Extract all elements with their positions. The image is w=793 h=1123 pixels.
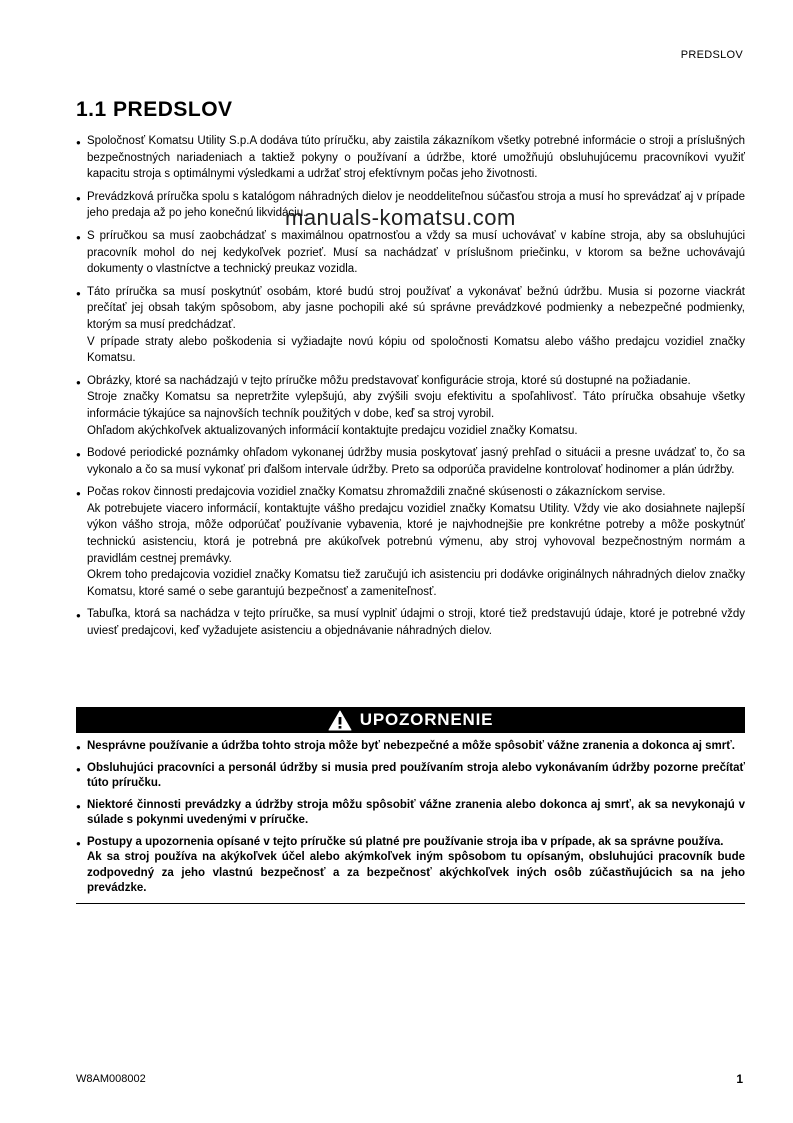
bullet-item (76, 445, 745, 478)
warning-bottom-rule (76, 903, 745, 904)
bullet-item-text: ● Prevádzková príručka spolu s katalógom náhradných dielov je neoddeliteľnou súčasťou stroja a musí ho sprevádzať aj v prípade jeho predaja až po jeho konečnú likvidáciu. (87, 190, 745, 220)
bullet-item-text: V prípade straty alebo poškodenia si vyžiadajte novú kópiu od spoločnosti Komatsu alebo vášho predajcu vozidiel značky Komatsu. (87, 335, 745, 365)
warning-item (76, 835, 745, 897)
bullet-item (76, 606, 745, 639)
bullet-item-text: ● Tabuľka, ktorá sa nachádza v tejto príručke, sa musí vyplniť údajmi o stroji, ktoré tiež predstavujú údaje, ktoré je potrebné vždy uviesť predajcovi, keď vyžadujete asistenciu a objednávanie náhradných dielov. (87, 608, 745, 638)
warning-item-text: ● Postupy a upozornenia opísané v tejto príručke sú platné pre používanie stroja iba v prípade, ak sa správne používa. (87, 835, 724, 848)
bullet-item (76, 133, 745, 183)
watermark: manuals-komatsu.com (285, 205, 516, 230)
bullet-item-text: ● Obrázky, ktoré sa nachádzajú v tejto príručke môžu predstavovať konfigurácie stroja, ktoré sú dostupné na požiadanie. (87, 374, 691, 387)
bullet-item-text: Okrem toho predajcovia vozidiel značky Komatsu tiež zaručujú ich asistenciu pri dodávke originálnych náhradných dielov značky Komatsu, ktoré samé o sebe garantujú bezpečnosť a zameniteľnosť. (87, 569, 745, 598)
bullet-item (76, 284, 745, 367)
warning-item-text: ● Obsluhujúci pracovníci a personál údržby si musia pred používaním stroja alebo vykonávaním údržby pozorne prečítať túto príručku. (87, 761, 745, 789)
warning-item-text: Ak sa stroj používa na akýkoľvek účel alebo akýmkoľvek iným spôsobom tu opísaným, obsluhujúci pracovník bude zodpovedný za jeho vlastnú bezpečnosť a za bezpečnosť akýchkoľvek iných osôb zúčastňujúcich sa na jeho prevádzke. (87, 851, 745, 894)
warning-item (76, 761, 745, 792)
page-number: 1 (736, 1072, 743, 1086)
bullet-item (76, 228, 745, 278)
bullet-item-text: ● Táto príručka sa musí poskytnúť osobám, ktoré budú stroj používať a vykonávať bežnú údržbu. Musia si pozorne viackrát prečítať jej obsah takým spôsobom, aby jasne pochopili aké sú správne prevádzkové podmienky a nebezpečné podmienky, ktorým sa musí predchádzať. (87, 285, 745, 331)
warning-item-text: ● Nesprávne používanie a údržba tohto stroja môže byť nebezpečné a môže spôsobiť vážne zranenia a dokonca aj smrť. (87, 740, 735, 752)
bullet-item-text: Ohľadom akýchkoľvek aktualizovaných informácií kontaktujte predajcu vozidiel značky Komatsu. (87, 424, 578, 437)
section-title: 1.1 PREDSLOV (76, 98, 233, 121)
warning-title: UPOZORNENIE (359, 710, 494, 729)
bullet-item (76, 484, 745, 600)
warning-box (76, 707, 745, 904)
warning-item (76, 739, 745, 755)
running-header: PREDSLOV (680, 49, 743, 61)
bullet-item-text: ● Spoločnosť Komatsu Utility S.p.A dodáva túto príručku, aby zaistila zákazníkom všetky potrebné informácie o stroji a príslušných bezpečnostných nariadeniach a taktiež pokyny o používaní a údržbe, ktoré umožňujú obsluhujúcemu pracovníkovi využiť kapacitu stroja s optimálnymi výsledkami a udržať stroj efektívnym počas jeho životnosti. (87, 135, 745, 181)
warning-triangle-icon (328, 710, 352, 731)
bullet-item-text: Stroje značky Komatsu sa nepretržite vylepšujú, aby zvýšili svoju efektivitu a spoľahlivosť. Táto príručka obsahuje všetky informácie týkajúce sa najnovších techník použitých v dobe, keď sa stroj vyrobil. (87, 391, 745, 420)
document-code: W8AM008002 (76, 1073, 146, 1085)
bullet-item (76, 373, 745, 439)
warning-item (76, 798, 745, 829)
warning-item-text: ● Niektoré činnosti prevádzky a údržby stroja môžu spôsobiť vážne zranenia alebo dokonca aj smrť, ak sa nevykonajú v súlade s pokynmi uvedenými v príručke. (87, 798, 745, 826)
bullet-item-text: ● Počas rokov činnosti predajcovia vozidiel značky Komatsu zhromaždili značné skúsenosti o zákazníckom servise. (87, 486, 666, 499)
bullet-item-text: ● S príručkou sa musí zaobchádzať s maximálnou opatrnosťou a vždy sa musí uchovávať v kabíne stroja, aby sa obsluhujúci pracovník mohol do nej kedykoľvek pozrieť. Musí sa nachádzať v príslušnom priečinku, v ktorom sa bežne uchovávajú dokumenty o vlastníctve a technický preukaz vozidla. (87, 229, 745, 276)
bullet-item-text: ● Bodové periodické poznámky ohľadom vykonanej údržby musia poskytovať jasný prehľad o situácii a presne uvádzať to, čo sa vykonalo a čo sa musí vykonať pri ďalšom intervale údržby. Preto sa odporúča pravidelne kontrolovať hodinomer a plán údržby. (87, 447, 745, 476)
warning-header (76, 707, 745, 733)
warning-list (76, 739, 745, 897)
bullet-item-text: Ak potrebujete viacero informácií, kontaktujte vášho predajcu vozidiel značky Komatsu Utility. Vždy vie ako dosiahnete najlepší výkon vášho stroja, môže odporúčať používanie vybavenia, ktoré je najvhodnejšie pre konkrétne potreby a môže poskytnúť technickú asistenciu, ktorá je potrebná pre akúkoľvek potrebnú výmenu, aby stroj vyhovoval bezpečnostným normám a pravidlám cestnej premávky. (87, 502, 745, 565)
